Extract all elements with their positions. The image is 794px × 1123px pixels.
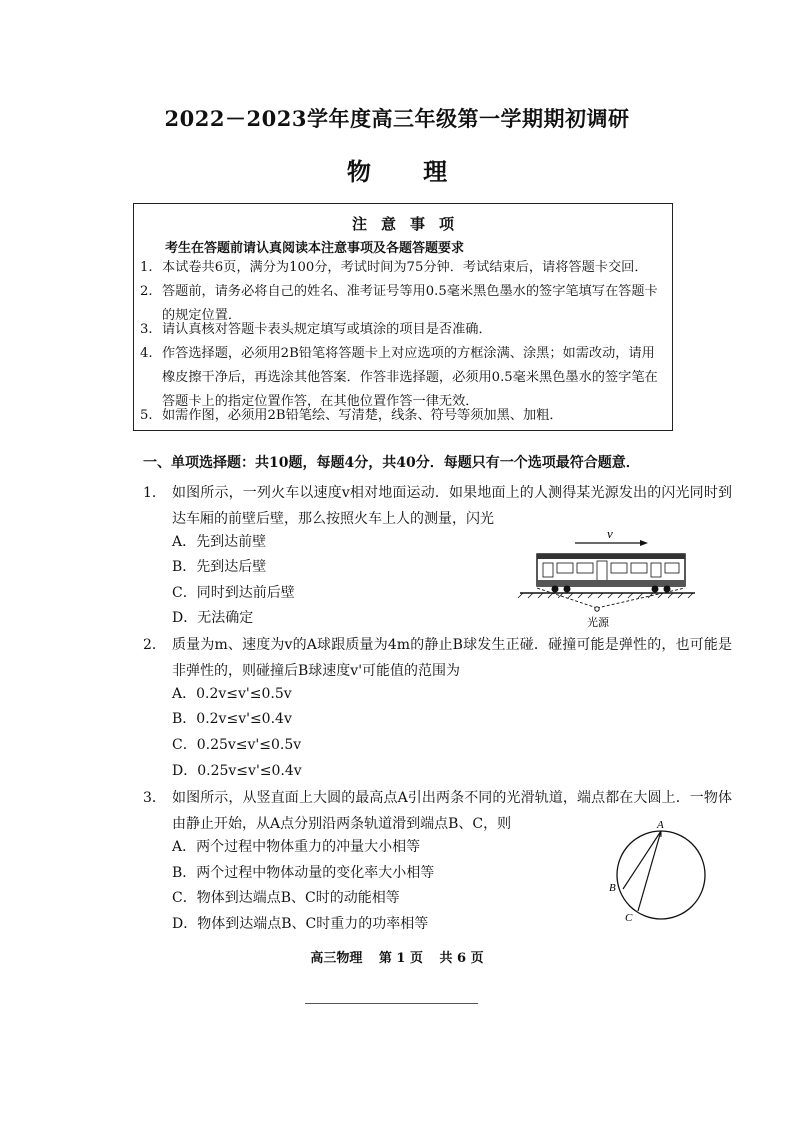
question-option: A．0.2v≤v'≤0.5v bbox=[172, 686, 292, 702]
train-wheel bbox=[652, 586, 659, 593]
question-option: D．物体到达端点B、C时重力的功率相等 bbox=[172, 916, 429, 932]
question-number: 2． bbox=[143, 637, 166, 653]
question-text: 如图所示，一列火车以速度v相对地面运动．如果地面上的人测得某光源发出的闪光同时到达车厢的前壁后壁，那么按照火车上人的测量，闪光 bbox=[172, 485, 732, 527]
question-option: B．先到达后壁 bbox=[172, 559, 267, 575]
question-option: A．两个过程中物体重力的冲量大小相等 bbox=[172, 839, 421, 855]
point-a-label: A bbox=[657, 819, 664, 831]
point-c-label: C bbox=[625, 912, 633, 924]
train-figure bbox=[515, 526, 700, 634]
question-number: 3． bbox=[143, 790, 166, 806]
footer-total: 共 6 页 bbox=[439, 951, 484, 966]
notice-item bbox=[140, 404, 666, 428]
point-b-label: B bbox=[609, 882, 616, 894]
page-footer bbox=[0, 947, 794, 966]
notice-item-number: 1. bbox=[140, 260, 153, 275]
question-text: 质量为m、速度为v的A球跟质量为4m的静止B球发生正碰．碰撞可能是弹性的，也可能是非弹性的，则碰撞后B球速度v'可能值的范围为 bbox=[172, 637, 732, 679]
notice-item bbox=[140, 256, 666, 280]
question-number: 1． bbox=[143, 485, 166, 501]
notice-item-number: 3. bbox=[140, 322, 153, 337]
notice-subheading: 考生在答题前请认真阅读本注意事项及各题答题要求 bbox=[165, 241, 465, 256]
question-option: B．两个过程中物体动量的变化率大小相等 bbox=[172, 865, 435, 881]
circle-figure bbox=[603, 817, 713, 925]
section-heading: 一、单项选择题：共10题，每题4分，共40分．每题只有一个选项最符合题意． bbox=[143, 455, 640, 471]
notice-item-text: 答题前，请务必将自己的姓名、准考证号等用0.5毫米黑色墨水的签字笔填写在答题卡的规定位置． bbox=[162, 284, 658, 323]
notice-item-text: 本试卷共6页，满分为100分，考试时间为75分钟．考试结束后，请将答题卡交回． bbox=[162, 260, 648, 275]
notice-heading: 注意事项 bbox=[351, 215, 468, 233]
exam-title: 2022－2023学年度高三年级第一学期期初调研 bbox=[164, 106, 630, 131]
question-option: C．物体到达端点B、C时的动能相等 bbox=[172, 890, 400, 906]
ground-hatching bbox=[518, 593, 693, 598]
train-roof bbox=[537, 554, 685, 559]
bottom-rule bbox=[305, 1003, 478, 1004]
notice-item-text: 请认真核对答题卡表头规定填写或填涂的项目是否准确． bbox=[162, 322, 492, 337]
track-ac bbox=[638, 831, 661, 911]
train-underframe bbox=[537, 580, 685, 586]
track-ab bbox=[623, 831, 661, 889]
light-path-front bbox=[597, 588, 685, 608]
notice-item-text: 作答选择题，必须用2B铅笔将答题卡上对应选项的方框涂满、涂黑；如需改动，请用橡皮擦干净后，再选涂其他答案．作答非选择题，必须用0.5毫米黑色墨水的签字笔在答题卡上的指定位置作答，在其他位置作答一律无效． bbox=[162, 346, 658, 409]
notice-item-text: 如需作图，必须用2B铅笔绘、写清楚，线条、符号等须加黑、加粗． bbox=[162, 408, 563, 423]
train-wheel bbox=[564, 586, 571, 593]
footer-page: 第 1 页 bbox=[378, 951, 423, 966]
train-wheel bbox=[664, 586, 671, 593]
question-option: A．先到达前壁 bbox=[172, 534, 267, 550]
subject-title: 物 理 bbox=[346, 157, 470, 186]
question-option: D．0.25v≤v'≤0.4v bbox=[172, 763, 302, 779]
question-text: 如图所示，从竖直面上大圆的最高点A引出两条不同的光滑轨道，端点都在大圆上．一物体由静止开始，从A点分别沿两条轨道滑到端点B、C，则 bbox=[172, 790, 732, 832]
train-wheel bbox=[552, 586, 559, 593]
velocity-arrowhead bbox=[640, 540, 648, 546]
notice-item-number: 5. bbox=[140, 408, 153, 423]
notice-item-number: 4. bbox=[140, 346, 153, 361]
notice-item bbox=[140, 318, 666, 342]
footer-subject: 高三物理 bbox=[310, 951, 363, 966]
question-option: C．0.25v≤v'≤0.5v bbox=[172, 737, 302, 753]
question-option: B．0.2v≤v'≤0.4v bbox=[172, 711, 292, 727]
notice-item-number: 2. bbox=[140, 284, 153, 299]
large-circle bbox=[617, 831, 705, 919]
question-option: C．同时到达前后壁 bbox=[172, 585, 295, 601]
velocity-label: v bbox=[607, 526, 613, 541]
question-option: D．无法确定 bbox=[172, 610, 254, 626]
light-source-label: 光源 bbox=[587, 617, 609, 629]
light-source bbox=[595, 607, 599, 611]
